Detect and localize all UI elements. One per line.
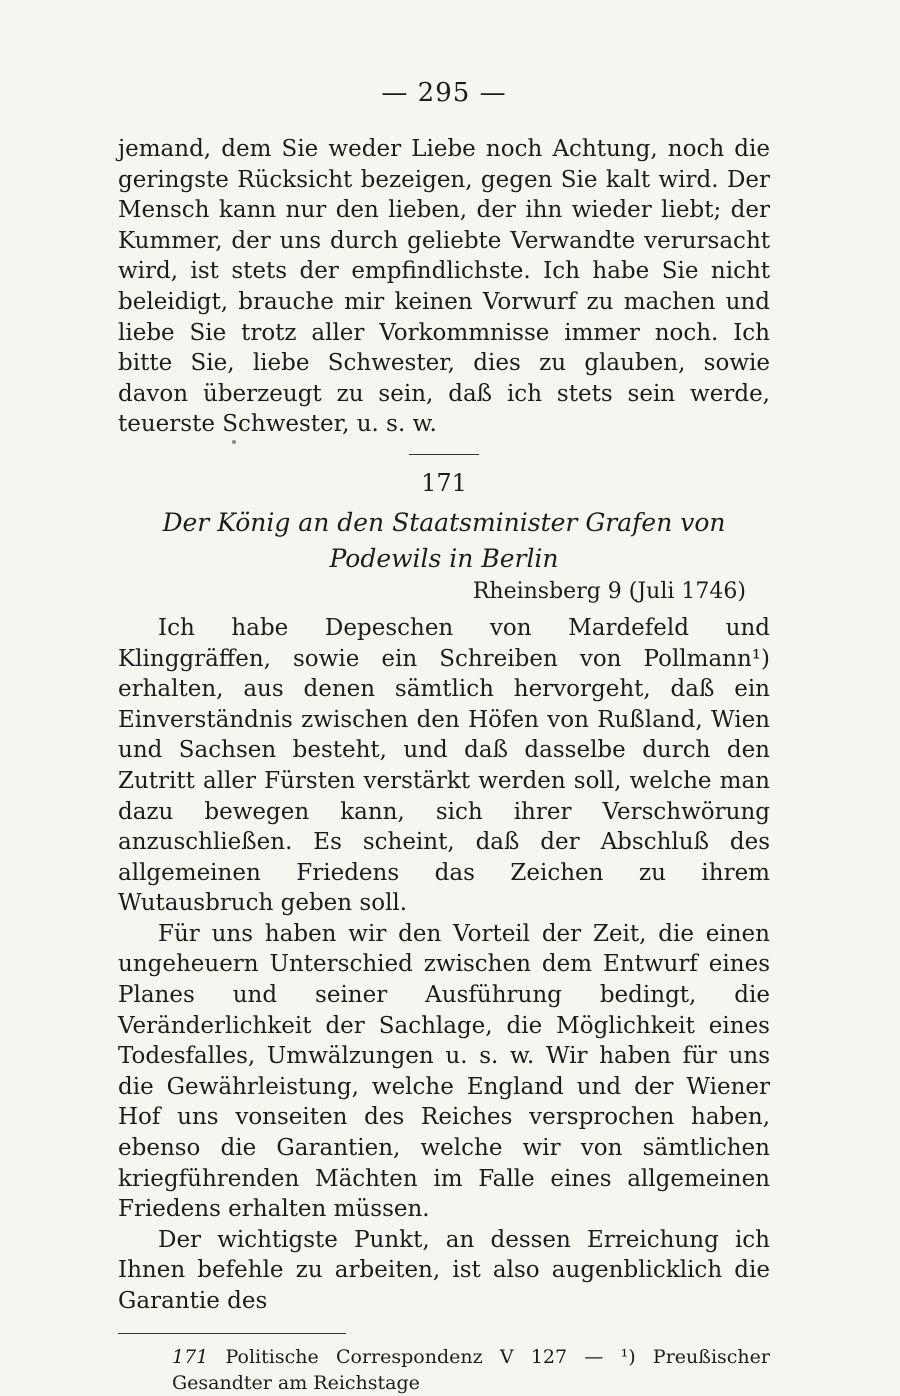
section-divider [409,454,479,455]
letter-dateline: Rheinsberg 9 (Juli 1746) [472,578,746,604]
letter-number: 171 [421,468,467,497]
footnote-number: 171 [172,1345,209,1368]
footnote-divider [118,1333,346,1334]
document-page [118,78,770,1396]
page-number: — 295 — [381,78,507,108]
letter-paragraph: Ich habe Depeschen von Mardefeld und Klinggräffen, sowie ein Schreiben von Pollmann¹) erhalten, aus denen sämtlich hervorgeht, daß ein Einverständnis zwischen den Höfen von Rußland, Wien und Sachsen besteht, und daß dasselbe durch den Zutritt aller Fürsten verstärkt werden soll, welche man dazu bewegen kann, sich ihrer Verschwörung anzuschließen. Es scheint, daß der Abschluß des allgemeinen Friedens das Zeichen zu ihrem Wutausbruch geben soll. [118,614,770,917]
letter-paragraph: Der wichtigste Punkt, an dessen Erreichung ich Ihnen befehle zu arbeiten, ist also augenblicklich die Garantie des [118,1226,770,1314]
letter-paragraph: Für uns haben wir den Vorteil der Zeit, die einen ungeheuern Unterschied zwischen dem Entwurf eines Planes und seiner Ausführung bedingt, die Veränderlichkeit der Sachlage, die Möglichkeit eines Todesfalles, Umwälzungen u. s. w. Wir haben für uns die Gewährleistung, welche England und der Wiener Hof uns vonseiten des Reiches versprochen haben, ebenso die Garantien, welche wir von sämtlichen kriegführenden Mächten im Falle eines allgemeinen Friedens erhalten müssen. [118,920,770,1223]
letter-title: Der König an den Staatsminister Grafen von Podewils in Berlin [162,507,726,573]
footnote [118,1344,770,1396]
footnote-text: Politische Correspondenz V 127 — ¹) Preußischer Gesandter am Reichstage [172,1345,770,1394]
continuation-paragraph: jemand, dem Sie weder Liebe noch Achtung, noch die geringste Rücksicht bezeigen, gegen Sie kalt wird. Der Mensch kann nur den lieben, der ihn wieder liebt; der Kummer, der uns durch geliebte Verwandte verursacht wird, ist stets der empfindlichste. Ich habe Sie nicht beleidigt, brauche mir keinen Vorwurf zu machen und liebe Sie trotz aller Vorkommnisse immer noch. Ich bitte Sie, liebe Schwester, dies zu glauben, sowie davon überzeugt zu sein, daß ich stets sein werde, teuerste Schwester, u. s. w. [118,136,770,438]
